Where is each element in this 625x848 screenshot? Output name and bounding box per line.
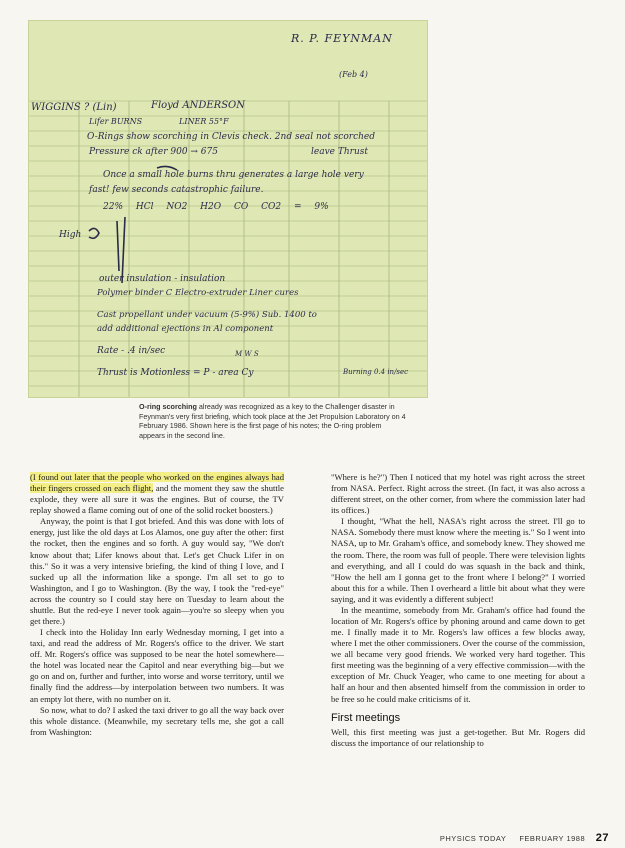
author-signature: R. P. FEYNMAN [291,32,393,45]
paragraph: In the meantime, somebody from Mr. Graham's office had found the location of Mr. Rogers's office by phoning around and came down to get me. I finally made it to Mr. Rogers's law offices a few blocks away, where I met the other commissioners. Over the course of the commission, we all became very good friends. We worked very hard together. This first meeting was the beginning of a very effective commission—with the exception of Mr. Chuck Yeager, who came to one meeting for about a half an hour and then absented himself from the commission in order to be free so he could make criticisms of it. [331,604,585,704]
note-line: Thrust is Motionless = P - area Cy [97,368,254,378]
section-heading: First meetings [331,711,401,724]
figure-caption [139,402,407,440]
paragraph: I thought, "What the hell, NASA's right across the street. I'll go to NASA. Somebody there must know where the meeting is." So I went into NASA, up to Mr. Graham's office, and somebody knew. They showed me the room. There, the room was full of people. There were television lights and everything, and all I could do was squash in the back and think, "How the hell am I gonna get to the front where I belong?" I worried about this for a while. Then I overheard a little bit about what they were saying, and it was evidently a different subject! [331,516,585,604]
note-line: High [59,230,82,240]
note-line: Once a small hole burns thru generates a large hole very [103,170,364,180]
date-note: (Feb 4) [339,70,368,79]
paragraph [30,472,284,516]
left-column [30,472,284,738]
note-line: M W S [235,350,259,358]
note-line: Lifer BURNS [89,117,143,126]
highlighted-text: (I found out later that the people who worked on the engines always had their fingers crossed on each flight, [30,472,284,494]
note-line: 22% HCl NO2 H2O CO CO2 = 9% [103,202,329,212]
note-line: WIGGINS ? (Lin) [31,102,117,113]
note-line: Pressure ck after 900 → 675 [89,147,218,157]
note-line: LINER 55°F [179,117,229,126]
note-line: O-Rings show scorching in Clevis check. 2nd seal not scorched [87,132,375,142]
paragraph: I check into the Holiday Inn early Wednesday morning, I get into a taxi, and read the address of Mr. Rogers's office to the driver. We start off. Mr. Rogers's office was supposed to be near the hotel somewhere—the hotel was located near the Capitol and near everything big—but we go on and on, further and further, into worse and worse territory, until we finally find the address—by interpolation between two numbers. It was an empty lot there, with no number on it. [30,627,284,704]
note-line: Polymer binder C Electro-extruder Liner cures [97,288,299,298]
page-footer [440,832,609,844]
journal-name: PHYSICS TODAY [439,834,507,843]
note-line: Floyd ANDERSON [151,100,246,111]
note-line: add additional ejections in Al component [97,324,274,334]
right-column [331,472,585,749]
caption-text: already was recognized as a key to the Challenger disaster in Feynman's very first briefing, which took place at the Jet Propulsion Laboratory on 4 February 1986. Shown here is the first page of his notes; the O-ring problem appears in the second line. [139,402,406,440]
paragraph: So now, what to do? I asked the taxi driver to go all the way back over this whole distance. (Meanwhile, my secretary tells me, she got a call from Washington: [30,704,284,737]
page-number: 27 [595,832,609,844]
note-line: Cast propellant under vacuum (5-9%) Sub. 1400 to [97,310,317,320]
paragraph: "Where is he?") Then I noticed that my hotel was right across the street from NASA. Perfect. Right across the street. (In fact, it was also across a different street, on the other corner, from where the commission later had its offices.) [331,472,585,516]
note-line: outer insulation - insulation [99,274,226,284]
paragraph: Well, this first meeting was just a get-together. But Mr. Rogers did discuss the importance of our relationship to [331,726,585,748]
paragraph-text: and the moment they saw the shuttle explode, they were all sure it was the engines. But of course, the TV replay showed a flame coming out of one of the solid rocket boosters.) [30,483,284,516]
feynman-notes-figure [28,20,428,398]
note-line: leave Thrust [311,147,368,157]
note-line: Burning 0.4 in/sec [343,368,409,376]
issue-date: FEBRUARY 1988 [519,834,586,843]
paragraph: Anyway, the point is that I got briefed. And this was done with lots of energy, just like the old days at Los Alamos, one guy after the other: first the rocket, then the engines and so forth. A guy would say, "We don't know about that; Lifer knows about that. Let's get Chuck Lifer in on this." So it was a very intensive briefing, the kind of thing I love, and I sucked up all the information like a sponge. I'm all set to go to Washington, and I go to Washington. (By the way, I took the "red-eye" across the country so I could stay here on Tuesday to learn about the shuttle. But the red-eye I never took again—you're so sleepy when you get there.) [30,516,284,627]
note-line: Rate - .4 in/sec [97,346,166,356]
caption-lead: O-ring scorching [139,402,197,411]
note-line: fast! few seconds catastrophic failure. [89,185,264,195]
